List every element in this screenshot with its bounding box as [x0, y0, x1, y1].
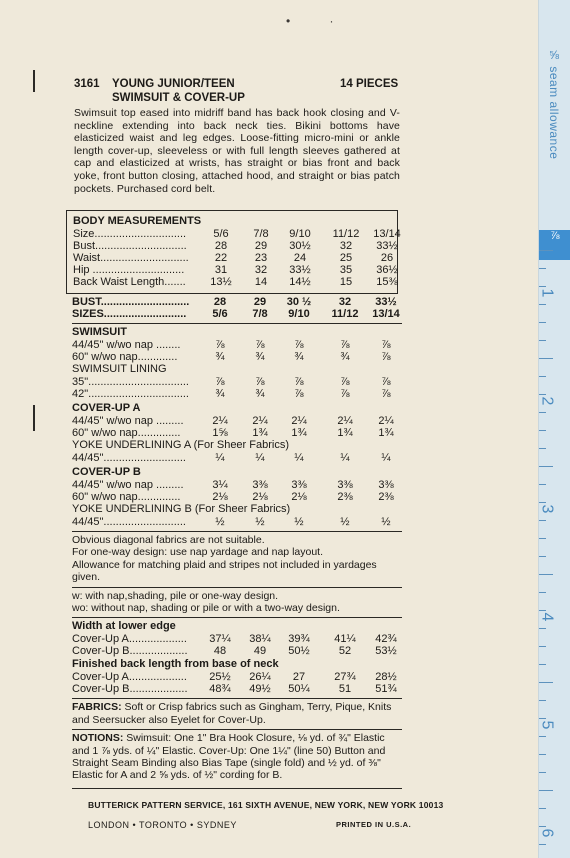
row-value: 31 [214, 264, 228, 276]
ruler-number: 1 [538, 288, 556, 298]
row-value: ¾ [255, 351, 265, 363]
row-value: ½ [340, 516, 350, 528]
row-value: ¾ [255, 388, 265, 400]
section-heading: SWIMSUIT [72, 326, 127, 338]
row-label: 60" w/wo nap.............. [72, 491, 181, 503]
divider [72, 617, 402, 618]
without-nap-note: wo: without nap, shading or pile or with a two-way design. [72, 602, 340, 615]
ruler-tick [539, 448, 546, 449]
ruler-tick [539, 628, 546, 629]
row-value: 11/12 [332, 228, 360, 240]
yardage-row [72, 452, 402, 464]
ruler-tick [539, 268, 546, 269]
row-value: ½ [381, 516, 391, 528]
row-value: ⅞ [215, 339, 225, 351]
row-value: 48 [213, 645, 227, 658]
row-value: 39¾ [288, 633, 310, 646]
row-value: ¼ [255, 452, 265, 464]
yardage-row [72, 479, 402, 491]
row-value: 32 [254, 264, 268, 276]
ruler-tick [539, 646, 546, 647]
row-label: 44/45" w/wo nap ......... [72, 479, 184, 491]
width-row [72, 633, 402, 645]
row-value: 32 [339, 240, 353, 252]
row-label: Bust.............................. [73, 240, 187, 252]
row-label: 42"................................. [72, 388, 189, 400]
body-measurements-table [66, 210, 401, 294]
divider [72, 531, 402, 532]
ruler-tick [539, 700, 546, 701]
with-nap-note: w: with nap,shading, pile or one-way design. [72, 589, 279, 602]
divider [72, 698, 402, 699]
row-value: 13/14 [373, 228, 401, 240]
left-margin-mark [33, 405, 35, 431]
row-value: ¾ [215, 351, 225, 363]
yardage-row [72, 516, 402, 528]
row-value: 5/6 [213, 228, 229, 240]
ruler-tick [539, 358, 553, 359]
row-value: ⅞ [340, 388, 350, 400]
notions-block [72, 732, 402, 782]
ruler-tick [539, 610, 546, 611]
divider [72, 587, 402, 588]
row-value: 5/6 [212, 308, 228, 320]
footer-printed: PRINTED IN U.S.A. [336, 820, 412, 829]
seam-allowance-ruler [538, 0, 570, 858]
row-value: 23 [254, 252, 268, 264]
row-value: 28 [214, 240, 228, 252]
row-label: 44/45"........................... [72, 452, 186, 464]
yardage-table [72, 296, 402, 782]
width-row [72, 645, 402, 657]
pattern-subtitle: SWIMSUIT & COVER-UP [112, 92, 245, 104]
ruler-tick [539, 826, 546, 827]
row-value: 36½ [376, 264, 398, 276]
row-label: 44/45"........................... [72, 516, 186, 528]
row-value: 7/8 [253, 228, 269, 240]
yardage-row [72, 427, 402, 439]
section-heading: COVER-UP A [72, 402, 141, 414]
width-heading: Width at lower edge [72, 620, 176, 633]
fabrics-block [72, 701, 402, 726]
ruler-number: 3 [538, 504, 556, 514]
row-value: 28 [213, 296, 227, 308]
row-value: ⅞ [215, 376, 225, 388]
pattern-number: 3161 [74, 78, 100, 90]
ruler-tick [539, 394, 546, 395]
length-row [72, 683, 402, 695]
notions-label: NOTIONS: [72, 732, 124, 745]
ruler-number: 4 [538, 612, 556, 622]
row-value: 41¼ [334, 633, 356, 646]
pattern-title: YOUNG JUNIOR/TEEN [112, 78, 235, 90]
row-value: 15⅜ [376, 276, 398, 288]
row-value: ⅞ [340, 339, 350, 351]
note-line: Obvious diagonal fabrics are not suitable. [72, 534, 265, 546]
row-label: 35"................................. [72, 376, 189, 388]
ruler-tick [539, 790, 553, 791]
measurement-row [73, 252, 397, 264]
row-value: 52 [338, 645, 352, 658]
row-label: SIZES........................... [72, 308, 187, 320]
row-value: 35 [339, 264, 353, 276]
fabrics-text: Soft or Crisp fabrics such as Gingham, Terry, Pique, Knits and Seersucker also Eyelet for Cover-Up. [72, 701, 392, 726]
ruler-tick [539, 430, 546, 431]
ruler-tick [539, 412, 546, 413]
row-label: Waist............................. [73, 252, 189, 264]
row-label: Cover-Up B................... [72, 645, 188, 658]
row-value: 30½ [289, 240, 311, 252]
ruler-number: 5 [538, 720, 556, 730]
row-value: 13½ [210, 276, 232, 288]
divider [72, 323, 402, 324]
ruler-tick [539, 682, 553, 683]
ruler-tick [539, 736, 546, 737]
section-heading: COVER-UP B [72, 466, 141, 478]
row-value: 14½ [289, 276, 311, 288]
yardage-row [72, 339, 402, 351]
fabrics-label: FABRICS: [72, 701, 122, 714]
row-label: Cover-Up B................... [72, 683, 188, 696]
row-value: 3⅜ [337, 479, 353, 491]
ruler-tick [539, 808, 546, 809]
row-value: ⅞ [294, 339, 304, 351]
row-value: 11/12 [331, 308, 359, 320]
section-heading: YOKE UNDERLINING A (For Sheer Fabrics) [72, 439, 289, 451]
row-value: ¾ [294, 351, 304, 363]
measurement-row [73, 276, 397, 288]
row-label: 60" w/wo nap............. [72, 351, 178, 363]
row-label: Cover-Up A................... [72, 633, 187, 646]
yardage-row [72, 388, 402, 400]
bust-row [72, 296, 402, 308]
row-value: 29 [253, 296, 267, 308]
row-label: 60" w/wo nap.............. [72, 427, 181, 439]
row-value: 22 [214, 252, 228, 264]
notions-text: Swimsuit: One 1" Bra Hook Closure, ⅛ yd. of ¾" Elastic and 1 ⅞ yds. of ¼" Elastic. Cover-Up: One 1¼" (line 50) Button and Straight Seam Binding also Bias Tape (single fold) and ½ yd. of ⅜" Elastic for A and 2 ⅝ yds. of ½" cording for B. [72, 732, 386, 782]
yardage-row [72, 415, 402, 427]
row-value: 26¼ [249, 671, 271, 684]
note-line: For one-way design: use nap yardage and nap layout. [72, 546, 324, 559]
ruler-tick [539, 502, 546, 503]
row-value: 50¼ [288, 683, 310, 696]
row-value: ¼ [381, 452, 391, 464]
yardage-row [72, 491, 402, 503]
ruler-tick [539, 754, 546, 755]
yardage-row [72, 376, 402, 388]
measurement-row [73, 264, 397, 276]
ruler-tick [539, 322, 546, 323]
section-heading: YOKE UNDERLINING B (For Sheer Fabrics) [72, 503, 291, 515]
ruler-tick [539, 250, 553, 251]
row-value: 2⅛ [252, 491, 268, 503]
row-value: 28½ [375, 671, 397, 684]
ruler-tick [539, 574, 553, 575]
note-line: Allowance for matching plaid and stripes not included in yardages given. [72, 558, 377, 584]
ruler-tick [539, 538, 546, 539]
row-value: 1¾ [291, 427, 307, 439]
ruler-tick [539, 376, 546, 377]
row-value: 33½ [289, 264, 311, 276]
row-value: 15 [339, 276, 353, 288]
row-value: ¼ [215, 452, 225, 464]
row-label: Size.............................. [73, 228, 187, 240]
ruler-tick [539, 484, 546, 485]
row-value: ⅞ [340, 376, 350, 388]
ruler-stripe-label: ⅞ [550, 230, 560, 242]
decorative-marks: • · [286, 14, 352, 28]
row-value: 2¼ [212, 415, 228, 427]
row-value: 2¼ [337, 415, 353, 427]
row-value: 53½ [375, 645, 397, 658]
ruler-number: 6 [538, 828, 556, 838]
length-heading: Finished back length from base of neck [72, 658, 279, 671]
row-value: ⅞ [381, 351, 391, 363]
section-heading: SWIMSUIT LINING [72, 363, 167, 375]
row-value: 3¼ [212, 479, 228, 491]
ruler-label: ⅝ seam allowance [547, 48, 561, 160]
ruler-tick [539, 592, 546, 593]
row-value: ½ [255, 516, 265, 528]
row-value: 33½ [375, 296, 397, 308]
row-value: 29 [254, 240, 268, 252]
ruler-tick [539, 556, 546, 557]
row-value: 2⅜ [337, 491, 353, 503]
row-value: 38¼ [249, 633, 271, 646]
ruler-tick [539, 772, 546, 773]
ruler-tick [539, 304, 546, 305]
divider [72, 729, 402, 730]
row-value: 2⅛ [291, 491, 307, 503]
row-value: 2⅛ [212, 491, 228, 503]
row-value: 37¼ [209, 633, 231, 646]
row-value: 2¼ [252, 415, 268, 427]
body-measurements-heading: BODY MEASUREMENTS [73, 215, 202, 227]
row-value: ½ [215, 516, 225, 528]
row-value: 49½ [249, 683, 271, 696]
row-value: 1¾ [378, 427, 394, 439]
row-value: 27¾ [334, 671, 356, 684]
row-value: ⅞ [381, 376, 391, 388]
ruler-stripe [539, 230, 570, 260]
header-block [74, 78, 400, 195]
row-value: ⅞ [294, 388, 304, 400]
row-value: 3⅜ [378, 479, 394, 491]
row-value: 3⅜ [291, 479, 307, 491]
ruler-tick [539, 340, 546, 341]
row-value: ¾ [340, 351, 350, 363]
row-value: ⅞ [381, 339, 391, 351]
pattern-heading [74, 78, 400, 92]
row-value: ⅞ [381, 388, 391, 400]
row-value: 25½ [209, 671, 231, 684]
row-value: 1¾ [252, 427, 268, 439]
row-value: 9/10 [289, 228, 311, 240]
measurement-row [73, 228, 401, 240]
ruler-tick [539, 520, 546, 521]
row-value: 32 [338, 296, 352, 308]
length-row [72, 671, 402, 683]
row-value: 25 [339, 252, 353, 264]
row-value: 9/10 [288, 308, 310, 320]
yardage-row [72, 351, 402, 363]
left-margin-mark [33, 70, 35, 92]
row-value: 2¼ [291, 415, 307, 427]
row-value: ¼ [294, 452, 304, 464]
ruler-tick [539, 718, 546, 719]
pattern-description: Swimsuit top eased into midriff band has back hook closing and V-neckline extending into back neck ties. Bikini bottoms have elasticized waist and leg edges. Loose-fitting micro-mini or ankle length cover-up, sleeveless or with full length sleeves gathered at cap and elasticized at wrists, has straight or bias front and back yoke, front button closing, attached hood, and straight or bias patch pockets. Purchased cord belt. [74, 107, 400, 195]
row-label: 44/45" w/wo nap ........ [72, 339, 181, 351]
row-value: 14 [254, 276, 268, 288]
row-value: 48¾ [209, 683, 231, 696]
divider [72, 788, 402, 789]
row-value: 33½ [376, 240, 398, 252]
row-value: ½ [294, 516, 304, 528]
row-value: 2⅜ [378, 491, 394, 503]
row-value: ⅞ [294, 376, 304, 388]
ruler-tick [539, 844, 546, 845]
row-value: 42¾ [375, 633, 397, 646]
pieces-count: 14 PIECES [340, 78, 399, 90]
row-value: 7/8 [252, 308, 268, 320]
row-value: 1¾ [337, 427, 353, 439]
row-value: 51¾ [375, 683, 397, 696]
row-value: 27 [292, 671, 306, 684]
ruler-tick [539, 466, 553, 467]
measurement-row [73, 240, 397, 252]
ruler-number: 2 [538, 396, 556, 406]
row-value: 2¼ [378, 415, 394, 427]
ruler-tick [539, 664, 546, 665]
nap-legend [72, 590, 402, 615]
row-value: ¾ [215, 388, 225, 400]
row-value: 13/14 [372, 308, 400, 320]
row-label: 44/45" w/wo nap ......... [72, 415, 184, 427]
footer-company: BUTTERICK PATTERN SERVICE, 161 SIXTH AVENUE, NEW YORK, NEW YORK 10013 [88, 800, 444, 810]
ruler-tick [539, 286, 546, 287]
row-value: 3⅜ [252, 479, 268, 491]
row-label: Cover-Up A................... [72, 671, 187, 684]
fabric-notes [72, 534, 402, 584]
row-value: 30 ½ [286, 296, 312, 308]
row-value: 50½ [288, 645, 310, 658]
row-label: Hip .............................. [73, 264, 185, 276]
row-value: 26 [380, 252, 394, 264]
row-value: 51 [338, 683, 352, 696]
row-value: 24 [293, 252, 307, 264]
sizes-row [72, 308, 402, 320]
row-value: ¼ [340, 452, 350, 464]
row-value: ⅞ [255, 376, 265, 388]
row-label: BUST............................. [72, 296, 190, 308]
row-label: Back Waist Length....... [73, 276, 186, 288]
row-value: 49 [253, 645, 267, 658]
row-value: 1⅝ [212, 427, 228, 439]
footer-cities: LONDON • TORONTO • SYDNEY [88, 820, 237, 830]
row-value: ⅞ [255, 339, 265, 351]
